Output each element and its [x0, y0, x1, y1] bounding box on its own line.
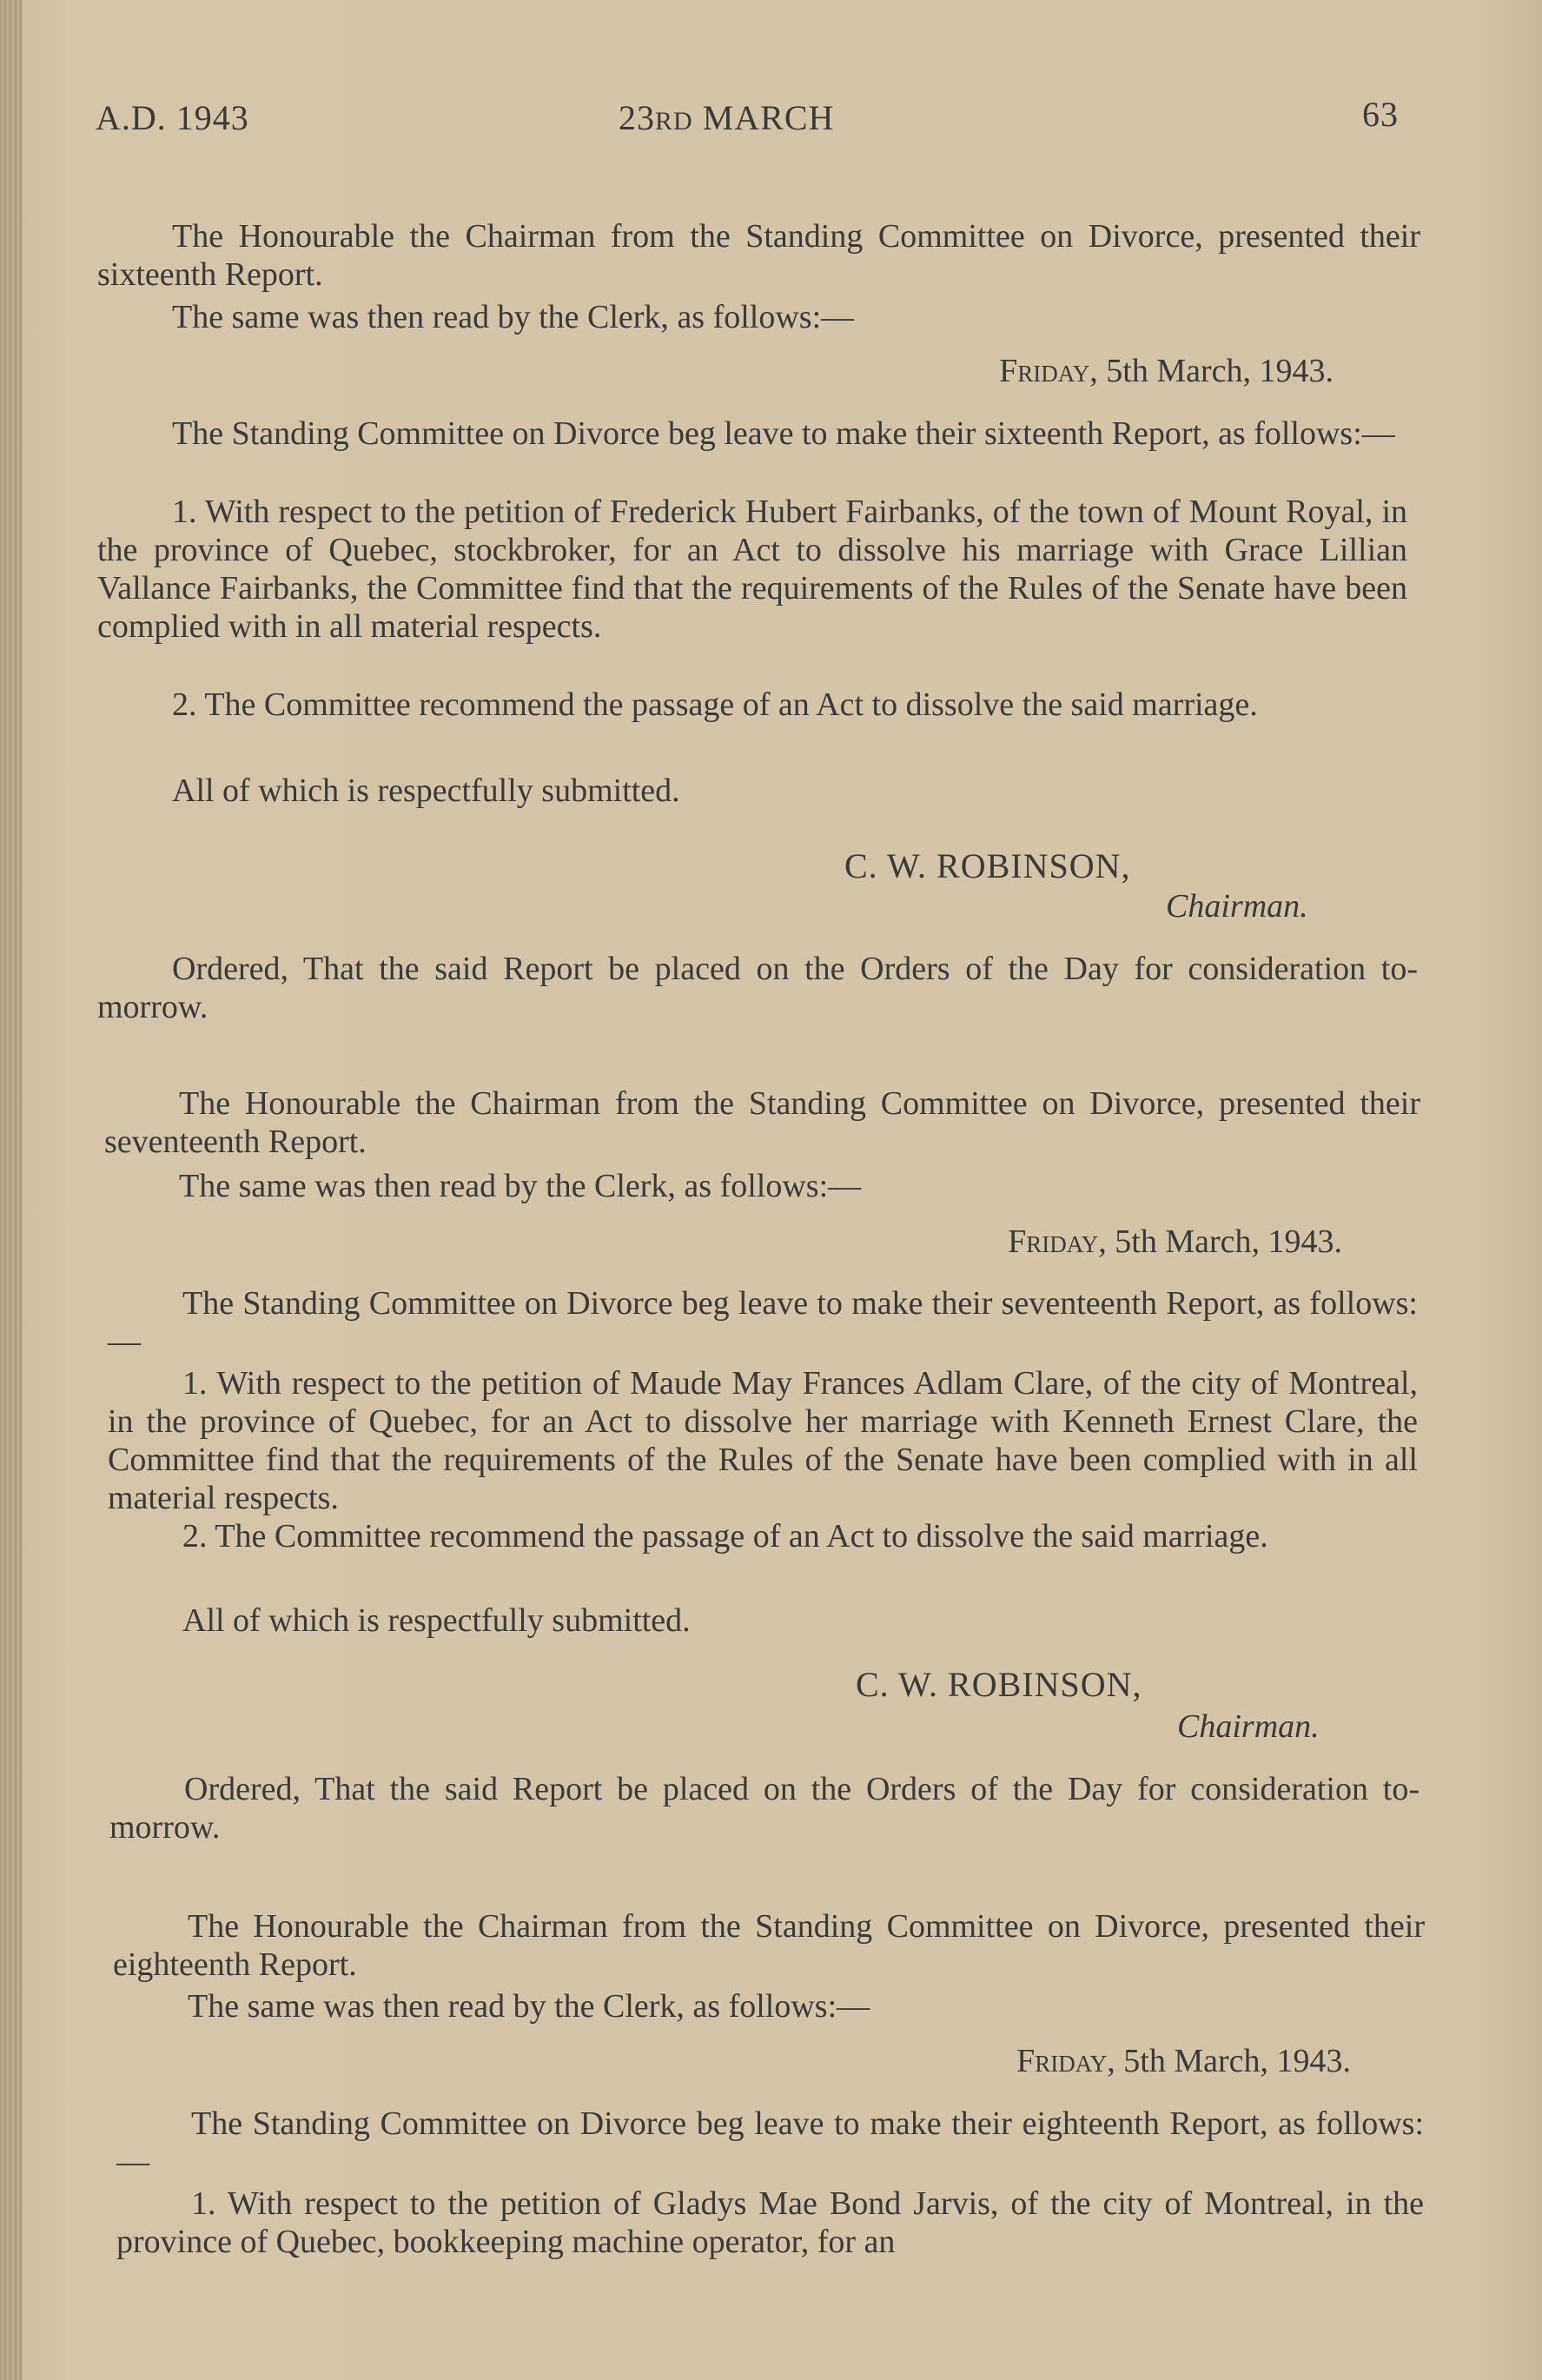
report-17-role: Chairman. [1177, 1708, 1320, 1745]
report-16-date-text: , 5th March, 1943. [1089, 353, 1334, 389]
page-number: 63 [1362, 95, 1399, 134]
report-16-signatory: C. W. ROBINSON, [844, 846, 1131, 885]
report-17-read: The same was then read by the Clerk, as follows:— [179, 1168, 862, 1204]
report-16-ordered: Ordered, That the said Report be placed on the Orders of the Day for consideration to-morrow. [97, 951, 1418, 1025]
report-17-body: The Standing Committee on Divorce beg leave to make their seventeenth Report, as follows:— [108, 1285, 1418, 1360]
report-18-day: Friday [1016, 2043, 1108, 2079]
report-17-submitted: All of which is respectfully submitted. [182, 1602, 691, 1639]
header-date-month: MARCH [702, 98, 835, 137]
report-17-date [104, 1223, 1342, 1261]
report-17-ordered: Ordered, That the said Report be placed on the Orders of the Day for consideration to-morrow. [109, 1771, 1420, 1846]
report-17-signatory: C. W. ROBINSON, [856, 1665, 1142, 1704]
report-18-date-text: , 5th March, 1943. [1107, 2043, 1351, 2079]
report-18-intro: The Honourable the Chairman from the Standing Committee on Divorce, presented their eighteenth Report. [113, 1908, 1425, 1983]
report-16-day: Friday [999, 353, 1090, 389]
header-date [619, 97, 834, 138]
header-date-day: 23 [619, 98, 655, 137]
header-year: A.D. 1943 [96, 98, 249, 137]
report-18-body: The Standing Committee on Divorce beg leave to make their eighteenth Report, as follows:— [116, 2105, 1424, 2180]
report-17-date-text: , 5th March, 1943. [1098, 1223, 1342, 1260]
report-18-read: The same was then read by the Clerk, as follows:— [188, 1988, 870, 2025]
report-16-item-1: 1. With respect to the petition of Frederick Hubert Fairbanks, of the town of Mount Royal, in the province of Quebec, stockbroker, for an Act to dissolve his marriage with Grace Lillian Vallance Fairbanks, the Committee find that the requirements of the Rules of the Senate have been complied with in all material respects. [97, 494, 1407, 645]
report-16-date [97, 352, 1334, 390]
page-binding-edge [0, 0, 23, 2380]
report-18-date [113, 2042, 1351, 2080]
report-16-intro: The Honourable the Chairman from the Standing Committee on Divorce, presented their sixteenth Report. [97, 218, 1420, 293]
report-18-item-1: 1. With respect to the petition of Gladys Mae Bond Jarvis, of the city of Montreal, in the province of Quebec, bookkeeping machine operator, for an [116, 2185, 1424, 2260]
report-16-read: The same was then read by the Clerk, as follows:— [172, 299, 855, 335]
report-16-role: Chairman. [1166, 888, 1308, 925]
report-16-item-2: 2. The Committee recommend the passage of an Act to dissolve the said marriage. [172, 686, 1258, 723]
report-17-intro: The Honourable the Chairman from the Standing Committee on Divorce, presented their seventeenth Report. [104, 1085, 1420, 1160]
report-17-item-1: 1. With respect to the petition of Maude May Frances Adlam Clare, of the city of Montreal, in the province of Quebec, for an Act to dissolve her marriage with Kenneth Ernest Clare, the Committee find that the requirements of the Rules of the Senate have been complied with in all material respects. [108, 1365, 1418, 1516]
report-16-submitted: All of which is respectfully submitted. [172, 772, 680, 809]
report-16-body: The Standing Committee on Divorce beg leave to make their sixteenth Report, as follows:— [172, 415, 1395, 452]
header-date-ordinal: RD [655, 107, 693, 136]
report-17-item-2: 2. The Committee recommend the passage of an Act to dissolve the said marriage. [182, 1518, 1268, 1555]
report-17-day: Friday [1008, 1223, 1099, 1260]
